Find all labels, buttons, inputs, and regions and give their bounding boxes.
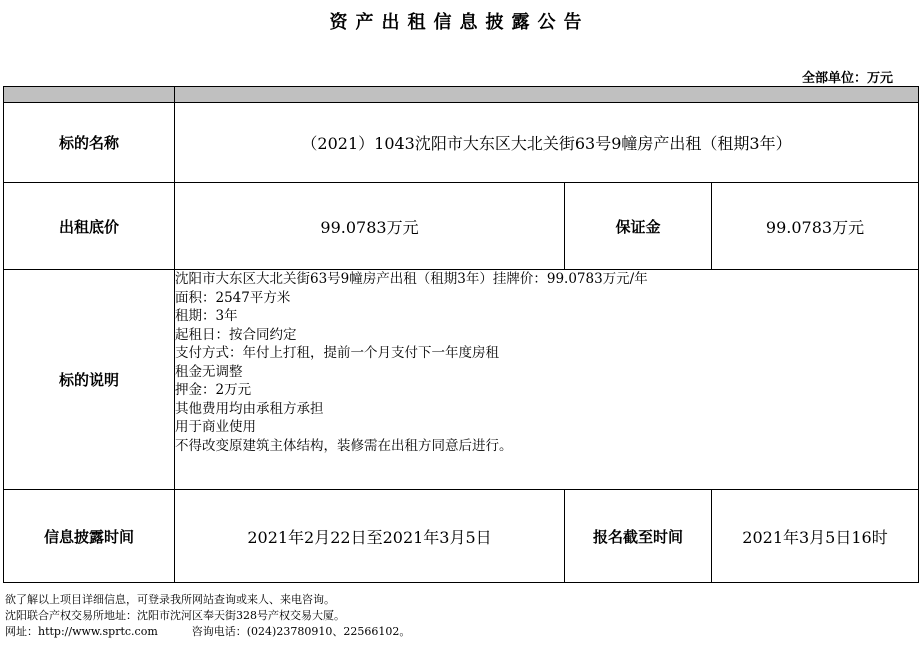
desc-line: 起租日：按合同约定	[175, 326, 297, 343]
name-label: 标的名称	[4, 103, 175, 183]
deadline-label: 报名截至时间	[565, 490, 712, 583]
price-label: 出租底价	[4, 183, 175, 270]
info-table	[3, 86, 919, 583]
period-value: 2021年2月22日至2021年3月5日	[175, 490, 565, 583]
desc-line: 押金：2万元	[175, 382, 252, 398]
phone-number: 咨询电话：(024)23780910、22566102。	[191, 625, 411, 638]
desc-line: 沈阳市大东区大北关街63号9幢房产出租（租期3年）挂牌价：99.0783万元/年	[175, 271, 648, 287]
footer-line-address: 沈阳联合产权交易所地址：沈阳市沈河区奉天街328号产权交易大厦。	[5, 609, 345, 622]
page-title: 资产出租信息披露公告	[329, 12, 590, 33]
header-cell-left	[4, 87, 175, 103]
desc-line: 不得改变原建筑主体结构，装修需在出租方同意后进行。	[175, 437, 513, 454]
desc-line: 其他费用均由承租方承担	[175, 400, 324, 417]
name-value: （2021）1043沈阳市大东区大北关街63号9幢房产出租（租期3年）	[175, 103, 919, 183]
header-cell-right	[175, 87, 919, 103]
period-label: 信息披露时间	[4, 490, 175, 583]
desc-value	[175, 270, 919, 490]
desc-line: 租金无调整	[175, 363, 243, 380]
deadline-value: 2021年3月5日16时	[712, 490, 919, 583]
footer-info	[5, 592, 410, 640]
desc-line: 租期：3年	[175, 308, 238, 324]
footer-line-contact	[5, 624, 410, 640]
row-description	[4, 270, 919, 490]
unit-label: 全部单位：万元	[801, 71, 893, 86]
row-period	[4, 490, 919, 583]
desc-line: 面积：2547平方米	[175, 289, 291, 306]
table-header-row	[4, 87, 919, 103]
footer-line-inquiry: 欲了解以上项目详细信息，可登录我所网站查询或来人、来电咨询。	[5, 593, 335, 606]
deposit-value: 99.0783万元	[712, 183, 919, 270]
price-value: 99.0783万元	[175, 183, 565, 270]
desc-label: 标的说明	[4, 270, 175, 490]
website-link[interactable]: 网址：http://www.sprtc.com	[5, 625, 158, 638]
row-price	[4, 183, 919, 270]
row-name	[4, 103, 919, 183]
desc-line: 用于商业使用	[175, 419, 256, 435]
deposit-label: 保证金	[565, 183, 712, 270]
desc-line: 支付方式：年付上打租，提前一个月支付下一年度房租	[175, 345, 499, 361]
